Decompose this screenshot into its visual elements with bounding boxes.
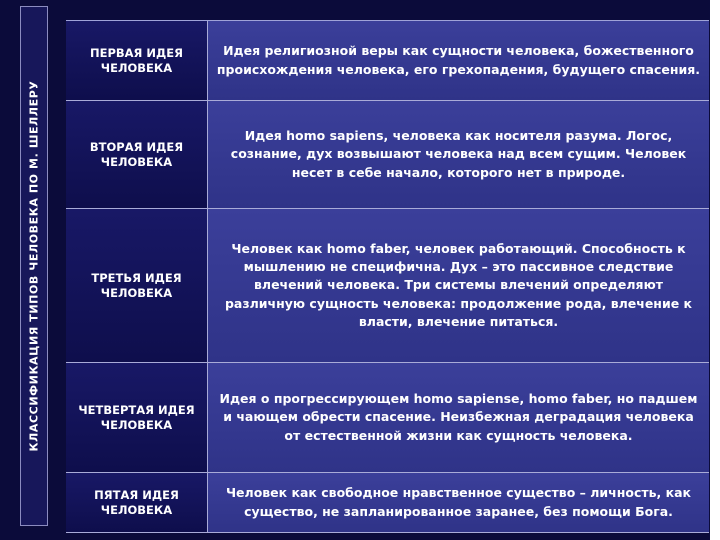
- ideas-table: [66, 20, 709, 532]
- side-title-panel: [20, 6, 48, 526]
- idea-description: Идея религиозной веры как сущности человека, божественного происхождения человека, его грехопадения, будущего спасения.: [208, 21, 709, 100]
- side-title: КЛАССИФИКАЦИЯ ТИПОВ ЧЕЛОВЕКА ПО М. ШЕЛЛЕРУ: [27, 80, 41, 452]
- idea-description: Идея homo sapiens, человека как носителя разума. Логос, сознание, дух возвышают человека над всем сущим. Человек несет в себе начало, которого нет в природе.: [208, 101, 709, 208]
- table-row: [66, 101, 709, 209]
- table-row: [66, 209, 709, 363]
- idea-description: Человек как свободное нравственное существо – личность, как существо, не запланированное заранее, без помощи Бога.: [208, 473, 709, 532]
- idea-label: ПЕРВАЯ ИДЕЯ ЧЕЛОВЕКА: [66, 21, 208, 100]
- idea-label: ПЯТАЯ ИДЕЯ ЧЕЛОВЕКА: [66, 473, 208, 532]
- idea-description: Идея о прогрессирующем homo sapiense, homo faber, но падшем и чающем обрести спасение. Неизбежная деградация человека от естественной жизни как сущность человека.: [208, 363, 709, 472]
- table-row: [66, 473, 709, 533]
- idea-label: ВТОРАЯ ИДЕЯ ЧЕЛОВЕКА: [66, 101, 208, 208]
- table-row: [66, 21, 709, 101]
- idea-label: ТРЕТЬЯ ИДЕЯ ЧЕЛОВЕКА: [66, 209, 208, 362]
- table-row: [66, 363, 709, 473]
- idea-label: ЧЕТВЕРТАЯ ИДЕЯ ЧЕЛОВЕКА: [66, 363, 208, 472]
- idea-description: Человек как homo faber, человек работающий. Способность к мышлению не специфична. Дух – это пассивное следствие влечений человека. Три системы влечений определяют различную сущность человека: продолжение рода, влечение к власти, влечение питаться.: [208, 209, 709, 362]
